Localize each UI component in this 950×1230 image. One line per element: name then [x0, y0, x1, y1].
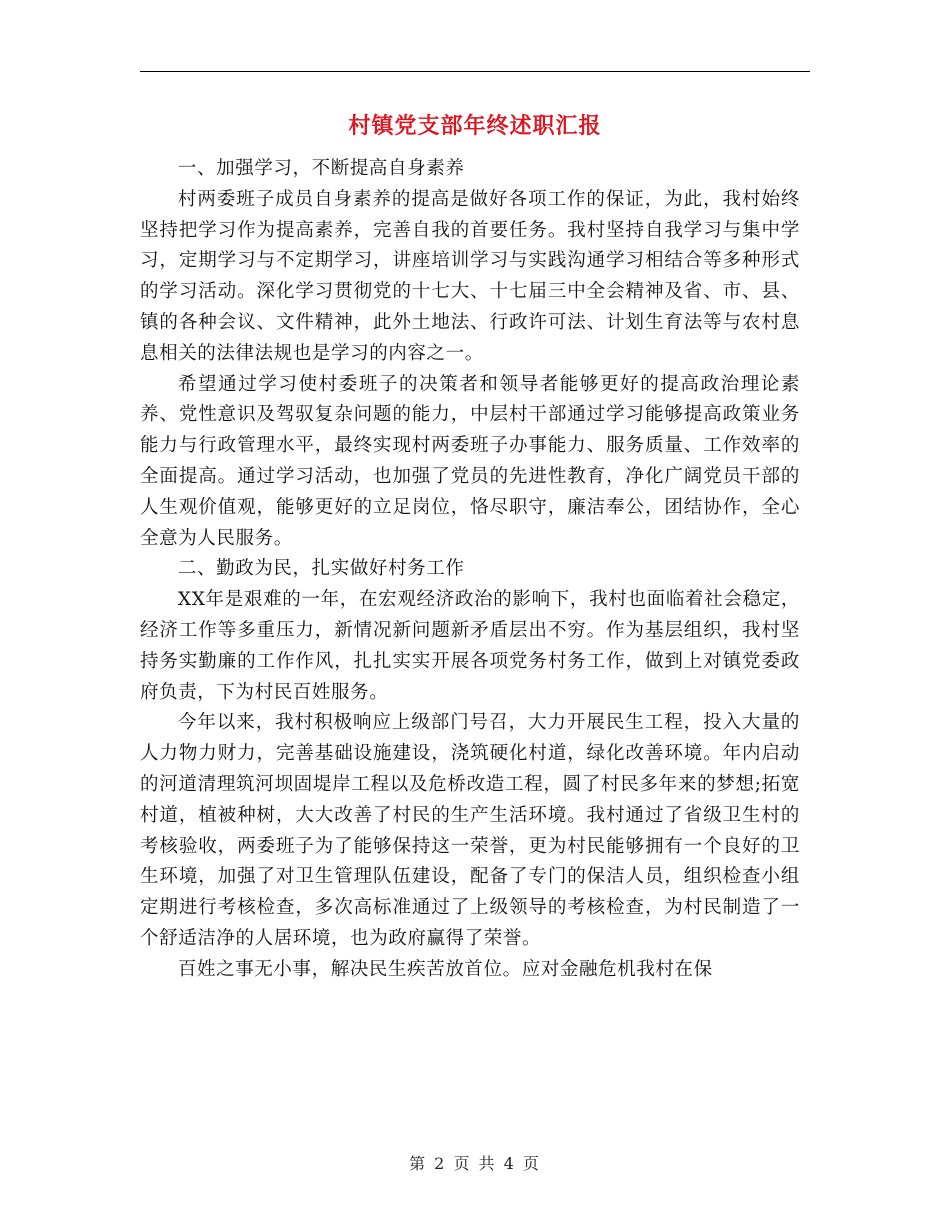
paragraph-1: 村两委班子成员自身素养的提高是做好各项工作的保证，为此，我村始终坚持把学习作为提高素养，完善自我的首要任务。我村坚持自我学习与集中学习，定期学习与不定期学习，讲座培训学习与实践沟通学习相结合等多种形式的学习活动。深化学习贯彻党的十七大、十七届三中全会精神及省、市、县、镇的各种会议、文件精神，此外土地法、行政许可法、计划生育法等与农村息息相关的法律法规也是学习的内容之一。 — [140, 188, 800, 364]
document-title: 村镇党支部年终述职汇报 — [348, 113, 602, 139]
section-heading-1: 一、加强学习，不断提高自身素养 — [177, 158, 465, 179]
paragraph-4: 今年以来，我村积极响应上级部门号召，大力开展民生工程，投入大量的人力物力财力，完善基础设施建设，浇筑硬化村道，绿化改善环境。年内启动的河道清理筑河坝固堤岸工程以及危桥改造工程，圆了村民多年来的梦想;拓宽村道，植被种树，大大改善了村民的生产生活环境。我村通过了省级卫生村的考核验收，两委班子为了能够保持这一荣誉，更为村民能够拥有一个良好的卫生环境，加强了对卫生管理队伍建设，配备了专门的保洁人员，组织检查小组定期进行考核检查，多次高标准通过了上级领导的考核检查，为村民制造了一个舒适洁净的人居环境，也为政府赢得了荣誉。 — [140, 712, 800, 949]
paragraph-5: 百姓之事无小事，解决民生疾苦放首位。应对金融危机我村在保 — [177, 958, 713, 980]
section-heading-2: 二、勤政为民，扎实做好村务工作 — [177, 558, 465, 580]
document-body — [140, 154, 800, 986]
header-rule — [140, 71, 810, 72]
paragraph-3: XX年是艰难的一年，在宏观经济政治的影响下，我村也面临着社会稳定，经济工作等多重压力，新情况新问题新矛盾层出不穷。作为基层组织，我村坚持务实勤廉的工作作风，扎扎实实开展各项党务村务工作，做到上对镇党委政府负责，下为村民百姓服务。 — [140, 589, 800, 703]
paragraph-2: 希望通过学习使村委班子的决策者和领导者能够更好的提高政治理论素养、党性意识及驾驭复杂问题的能力，中层村干部通过学习能够提高政策业务能力与行政管理水平，最终实现村两委班子办事能力、服务质量、工作效率的全面提高。通过学习活动，也加强了党员的先进性教育，净化广阔党员干部的人生观价值观，能够更好的立足岗位，恪尽职守，廉洁奉公，团结协作，全心全意为人民服务。 — [140, 373, 800, 549]
page-number: 第 2 页 共 4 页 — [409, 1154, 541, 1173]
